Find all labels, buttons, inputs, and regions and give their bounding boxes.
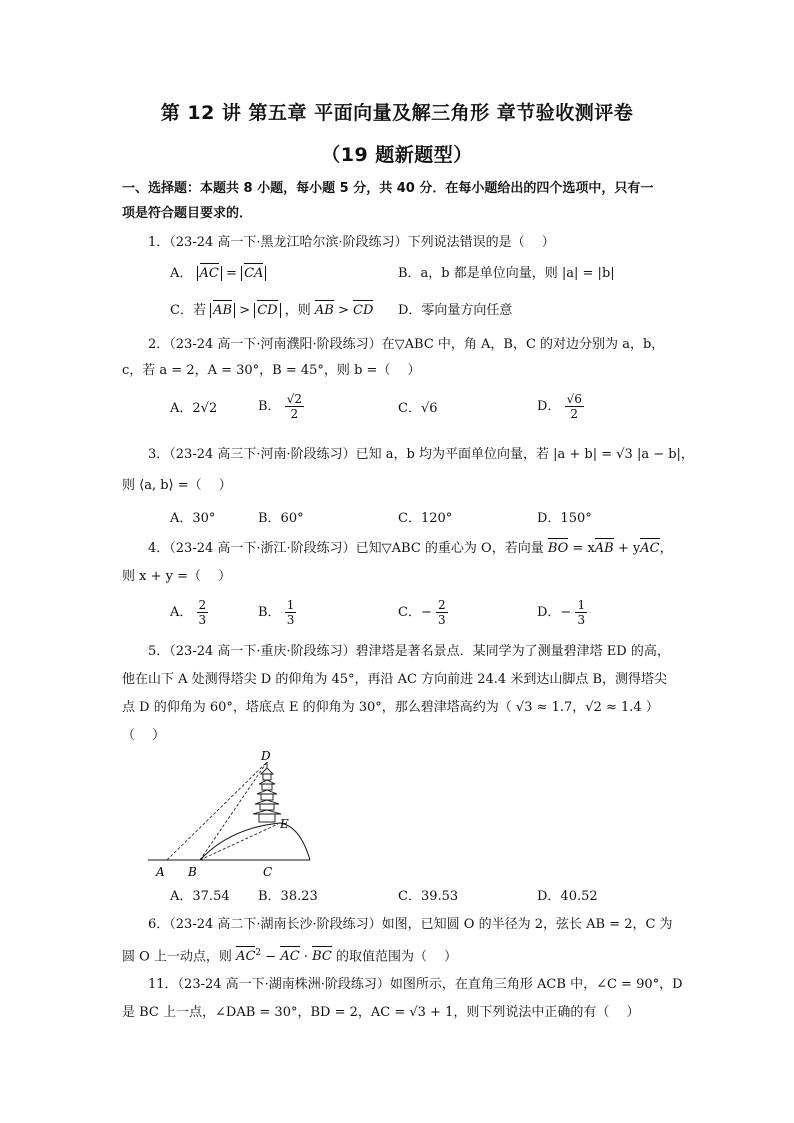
q4-expr-mid: = x xyxy=(568,541,595,556)
fraction-1-3-neg xyxy=(575,598,587,627)
vector-ab-q4: AB xyxy=(594,541,614,556)
q1-option-d: D．零向量方向任意 xyxy=(398,303,513,318)
q6-minus: − xyxy=(261,949,281,965)
q1-c-mid: ，则 xyxy=(284,303,311,318)
vector-cd: CD xyxy=(257,303,278,318)
q4-c-prefix: C．− xyxy=(398,605,432,620)
label-a: A xyxy=(156,865,165,879)
label-c: C xyxy=(263,865,273,879)
frac-num: 1 xyxy=(286,598,295,612)
vector-ab-2: AB xyxy=(314,303,334,318)
sightline-b-e xyxy=(200,824,278,860)
q4-a-prefix: A． xyxy=(170,605,193,620)
q5-line4: （ ） xyxy=(122,728,166,743)
q1-c-prefix: C．若 xyxy=(170,303,206,318)
label-b: B xyxy=(188,865,197,879)
page-title: 第 12 讲 第五章 平面向量及解三角形 章节验收测评卷 xyxy=(160,102,634,124)
frac-num: 2 xyxy=(437,598,446,612)
q4-line1-prefix: 4．（23-24 高一下·浙江·阶段练习）已知▽ABC 的重心为 O，若向量 xyxy=(148,541,544,556)
q5-option-b: B．38.23 xyxy=(258,889,318,904)
q1-c-abs-cd xyxy=(254,303,280,318)
q11-line1: 11．（23-24 高一下·湖南株洲·阶段练习）如图所示，在直角三角形 ACB 中，∠C = 90°，D xyxy=(148,977,683,992)
frac-den: 3 xyxy=(286,613,295,627)
q3-option-d: D．150° xyxy=(537,511,592,526)
q5-option-a: A．37.54 xyxy=(170,889,230,904)
q11-line2: 是 BC 上一点，∠DAB = 30°，BD = 2，AC = √3 + 1，则下列说法中正确的有（ ） xyxy=(122,1005,640,1020)
q1-c-abs-ab xyxy=(210,303,235,318)
q3-option-b: B．60° xyxy=(258,511,304,526)
q5-line3: 点 D 的仰角为 60°，塔底点 E 的仰角为 30°，那么碧津塔高约为（ √3 ≈ 1.7，√2 ≈ 1.4 ） xyxy=(122,700,659,715)
fraction-2-3 xyxy=(197,598,209,627)
q3-option-a: A．30° xyxy=(170,511,216,526)
q3-line2: 则 ⟨a, b⟩ =（ ） xyxy=(122,478,232,493)
greater-sign: > xyxy=(239,303,251,318)
vector-ca: CA xyxy=(244,266,264,281)
q6-line1: 6．（23-24 高二下·湖南长沙·阶段练习）如图，已知圆 O 的半径为 2，弦长 AB = 2，C 为 xyxy=(148,917,673,932)
fraction-sqrt2-over-2 xyxy=(285,392,304,421)
vector-bo: BO xyxy=(547,541,569,556)
vector-ac-q6: AC xyxy=(236,949,256,965)
q1-option-b: B．a，b 都是单位向量，则 |a| = |b| xyxy=(398,266,615,281)
q1-stem: 1．（23-24 高一下·黑龙江哈尔滨·阶段练习）下列说法错误的是（ ） xyxy=(148,235,555,250)
label-e: E xyxy=(280,817,289,831)
q4-comma: ， xyxy=(659,541,673,556)
section-heading-line1: 一、选择题：本题共 8 小题，每小题 5 分，共 40 分．在每小题给出的四个选项中，只有一 xyxy=(122,181,654,196)
q4-line1 xyxy=(148,540,673,558)
q5-line1: 5．（23-24 高一下·重庆·阶段练习）碧津塔是著名景点．某同学为了测量碧津塔 ED 的高， xyxy=(148,644,670,659)
q6-line2-suffix: 的取值范围为（ ） xyxy=(335,949,458,965)
frac-num: 2 xyxy=(198,598,207,612)
q5-option-d: D．40.52 xyxy=(537,889,598,904)
hill-outline xyxy=(200,823,310,860)
frac-den: 3 xyxy=(198,613,207,627)
q6-dot: · xyxy=(299,949,313,965)
q5-pagoda-figure xyxy=(140,748,330,880)
q2-line1: 2．（23-24 高一下·河南濮阳·阶段练习）在▽ABC 中，角 A，B，C 的对边分别为 a，b， xyxy=(148,337,665,352)
q4-option-c xyxy=(398,598,448,627)
greater-sign-2: > xyxy=(338,303,349,318)
fraction-1-3 xyxy=(285,598,297,627)
frac-den: 3 xyxy=(437,613,446,627)
q6-line2 xyxy=(122,944,457,966)
vector-bc-q6: BC xyxy=(312,949,332,965)
equals-sign: = xyxy=(226,266,237,281)
vector-ac: AC xyxy=(199,266,219,281)
q6-line2-prefix: 圆 O 上一动点，则 xyxy=(122,949,232,965)
q2-line2: c，若 a = 2，A = 30°，B = 45°，则 b =（ ） xyxy=(122,363,421,378)
q4-option-a xyxy=(170,598,208,627)
q5-line2: 他在山下 A 处测得塔尖 D 的仰角为 45°，再沿 AC 方向前进 24.4 米到达山脚点 B，测得塔尖 xyxy=(122,672,668,687)
frac-num: 1 xyxy=(577,598,586,612)
frac-num: √2 xyxy=(286,392,302,406)
q3-line1: 3．（23-24 高三下·河南·阶段练习）已知 a，b 均为平面单位向量，若 |a + b| = √3 |a − b|， xyxy=(148,447,694,462)
q2-option-d xyxy=(537,392,584,421)
q1-option-a xyxy=(170,265,266,283)
q5-option-c: C．39.53 xyxy=(398,889,459,904)
sightline-b-d xyxy=(200,762,267,860)
q4-expr-plus: + y xyxy=(613,541,641,556)
fraction-2-3-neg xyxy=(436,598,448,627)
vector-cd-2: CD xyxy=(353,303,374,318)
frac-den: 2 xyxy=(570,407,579,421)
frac-num: √6 xyxy=(566,392,582,406)
vector-ac-q4: AC xyxy=(640,541,660,556)
q1-a-abs-ac xyxy=(197,266,222,281)
q1-option-c xyxy=(170,302,373,320)
q2-d-prefix: D． xyxy=(537,399,561,414)
q2-b-prefix: B． xyxy=(258,399,281,414)
page-subtitle: （19 题新题型） xyxy=(321,144,473,166)
q1-a-prefix: A． xyxy=(170,266,193,281)
fraction-sqrt6-over-2 xyxy=(565,392,584,421)
frac-den: 2 xyxy=(290,407,299,421)
frac-den: 3 xyxy=(577,613,586,627)
q3-option-c: C．120° xyxy=(398,511,453,526)
q2-option-a: A．2√2 xyxy=(170,401,218,416)
label-d: D xyxy=(261,749,271,763)
q4-line2: 则 x + y =（ ） xyxy=(122,569,232,584)
q4-option-b xyxy=(258,598,296,627)
vector-ac-q6-2: AC xyxy=(280,949,300,965)
section-heading-line2: 项是符合题目要求的． xyxy=(122,206,253,221)
q4-option-d xyxy=(537,598,587,627)
q4-d-prefix: D．− xyxy=(537,605,572,620)
q6-square: 2 xyxy=(255,948,262,958)
pagoda-icon xyxy=(253,762,281,822)
q1-a-abs-ca xyxy=(241,266,266,281)
q2-option-c: C．√6 xyxy=(398,401,438,416)
vector-ab: AB xyxy=(213,303,233,318)
q4-b-prefix: B． xyxy=(258,605,281,620)
q2-option-b xyxy=(258,392,304,421)
